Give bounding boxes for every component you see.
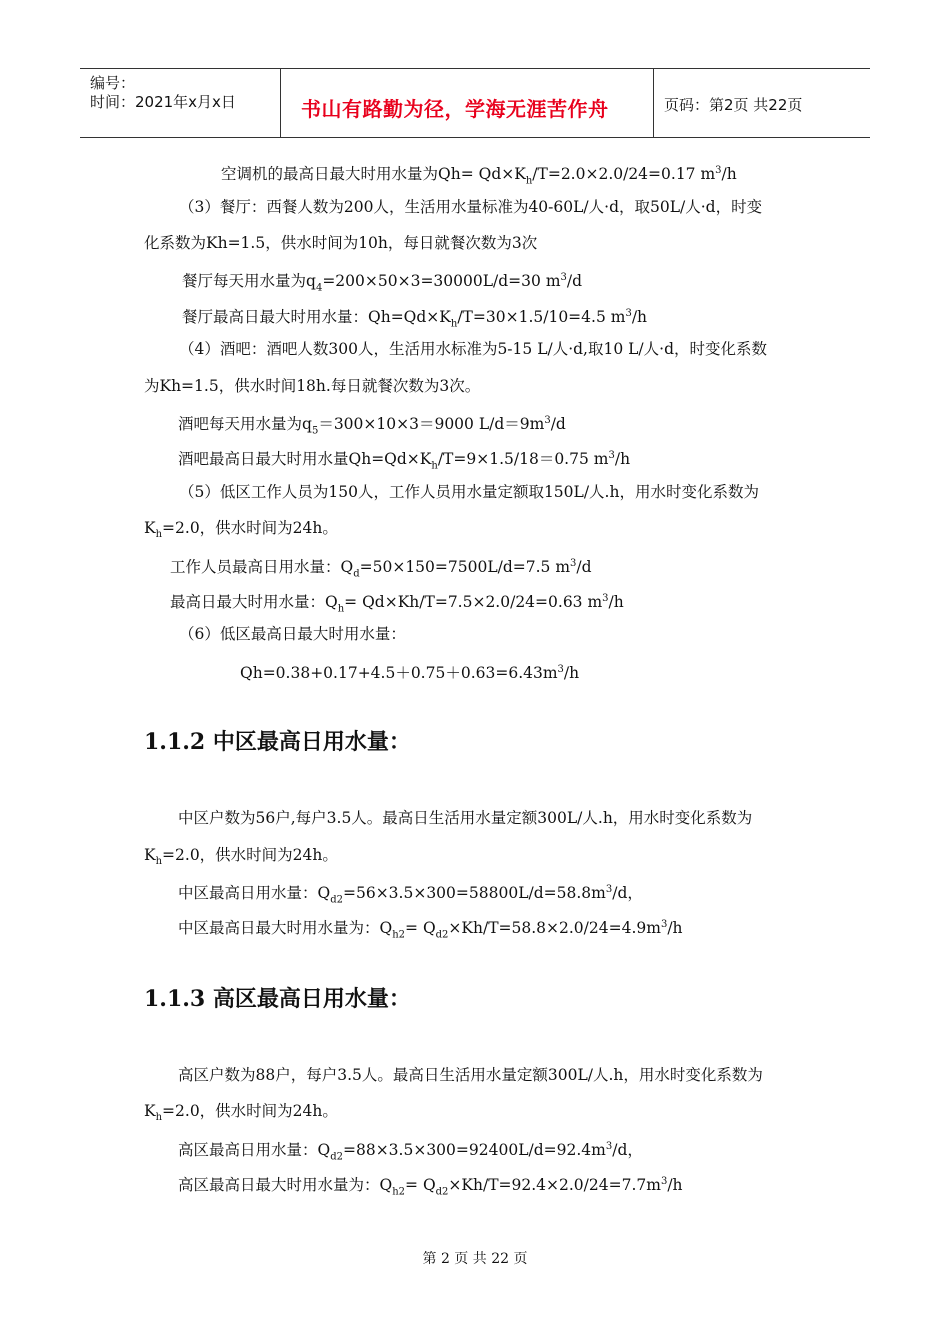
text-line: 餐厅最高日最大时用水量：$Qh=Qd\times K_h/T=30\times 1.5/10=4.5$ $m^3/h$ bbox=[182, 308, 648, 330]
page-header bbox=[80, 68, 870, 138]
header-page-cell bbox=[654, 69, 870, 137]
text-line: （4）酒吧：酒吧人数300人，生活用水标准为5-15 L/人·d,取10 L/人·d，时变化系数 bbox=[179, 340, 768, 358]
text-line: 中区户数为56户,每户3.5人。最高日生活用水量定额300L/人.h，用水时变化系数为 bbox=[178, 809, 753, 827]
text-line: （6）低区最高日最大时用水量： bbox=[179, 625, 406, 643]
header-meta-cell bbox=[80, 69, 281, 137]
text-line: 中区最高日用水量：$Q_{d2}=56\times 3.5\times 300=58800L/d=58.8m^3/d$， bbox=[178, 884, 643, 906]
text-line: （3）餐厅：西餐人数为200人，生活用水量标准为40-60L/人·d，取50L/人·d，时变 bbox=[179, 198, 763, 216]
text-line: 最高日最大时用水量：$Q_h= Qd\times Kh/T=7.5\times 2.0/24=0.63$ $m^3/h$ bbox=[170, 593, 624, 615]
document-time-label: 时间：2021年x月x日 bbox=[90, 93, 236, 111]
text-line: 酒吧最高日最大时用水量$Qh=Qd\times K_h/T=9\times 1.5/18=0.75$ $m^3/h$ bbox=[178, 450, 631, 472]
text-line: $Qh=0.38+0.17+4.5+0.75+0.63=6.43m^3/h$ bbox=[240, 664, 580, 683]
text-line: 化系数为Kh=1.5，供水时间为10h，每日就餐次数为3次 bbox=[144, 234, 538, 252]
text-line: 高区最高日最大时用水量为：$Q_{h2}= Q_{d2}\times Kh/T=92.4\times 2.0/24=7.7m^3/h$ bbox=[178, 1176, 683, 1198]
header-page-info: 页码：第2页 共22页 bbox=[664, 96, 803, 114]
section-heading: 1.1.3 高区最高日用水量： bbox=[144, 986, 411, 1012]
section-heading: 1.1.2 中区最高日用水量： bbox=[144, 729, 411, 755]
text-line: $K_h=2.0$，供水时间为24h。 bbox=[144, 846, 338, 868]
text-line: 空调机的最高日最大时用水量为$Qh= Qd\times K_h/T=2.0\times 2.0/24=0.17$ $m^3/h$ bbox=[221, 165, 737, 187]
text-line: 工作人员最高日用水量：$Q_d=50\times 150=7500L/d=7.5$ $m^3/d$ bbox=[170, 558, 592, 580]
text-line: 高区户数为88户，每户3.5人。最高日生活用水量定额300L/人.h，用水时变化系数为 bbox=[178, 1066, 763, 1084]
text-line: 中区最高日最大时用水量为：$Q_{h2}= Q_{d2}\times Kh/T=58.8\times 2.0/24=4.9m^3/h$ bbox=[178, 919, 683, 941]
document-number-label: 编号： bbox=[90, 74, 136, 92]
text-line: 餐厅每天用水量为$q_4=200\times 50\times 3=30000L/d=30$ $m^3/d$ bbox=[182, 272, 583, 294]
text-line: （5）低区工作人员为150人，工作人员用水量定额取150L/人.h，用水时变化系数为 bbox=[179, 483, 759, 501]
text-line: 为Kh=1.5，供水时间18h.每日就餐次数为3次。 bbox=[144, 377, 481, 395]
text-line: $K_h=2.0$，供水时间为24h。 bbox=[144, 1102, 338, 1124]
text-line: 酒吧每天用水量为$q_5=300\times 10\times 3=9000$ $L/d=9m^3/d$ bbox=[178, 415, 566, 437]
page-footer: 第 2 页 共 22 页 bbox=[422, 1251, 528, 1267]
text-line: 高区最高日用水量：$Q_{d2}=88\times 3.5\times 300=92400L/d=92.4m^3/d$， bbox=[178, 1141, 643, 1163]
text-line: $K_h=2.0$，供水时间为24h。 bbox=[144, 519, 338, 541]
header-motto: 书山有路勤为径，学海无涯苦作舟 bbox=[301, 97, 609, 121]
header-motto-cell bbox=[281, 69, 654, 137]
